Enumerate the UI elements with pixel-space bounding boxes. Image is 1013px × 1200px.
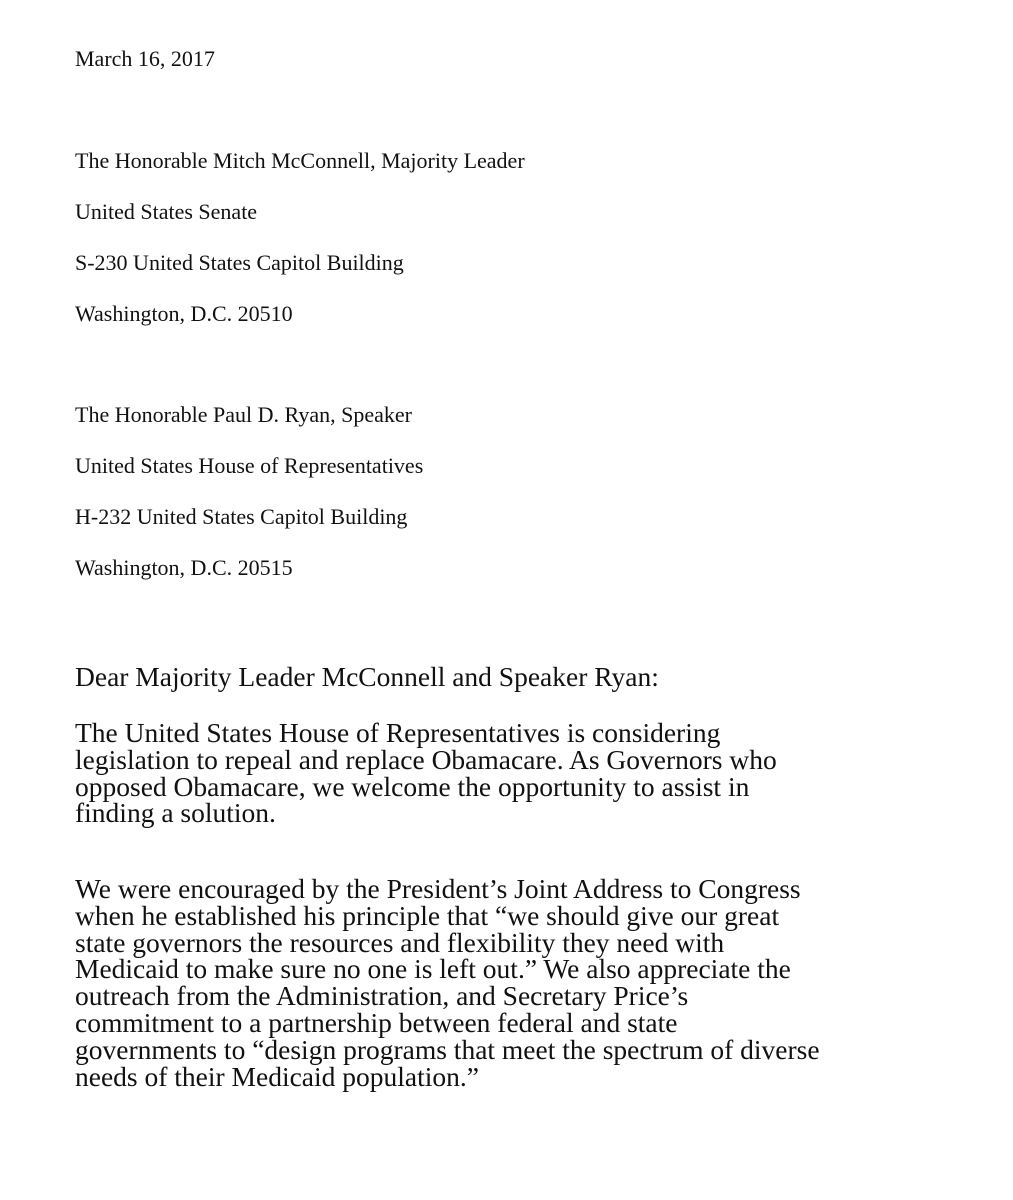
salutation: Dear Majority Leader McConnell and Speaker Ryan: bbox=[75, 661, 659, 692]
recipient1-line2: United States Senate bbox=[75, 199, 258, 224]
paragraph-1-line: The United States House of Representatives is considering bbox=[75, 717, 721, 748]
paragraph-2-line: governments to “design programs that meet the spectrum of diverse bbox=[75, 1033, 820, 1065]
paragraph-2-line: commitment to a partnership between federal and state bbox=[75, 1006, 678, 1038]
paragraph-1 bbox=[75, 717, 1005, 829]
paragraph-2-line: state governors the resources and flexibility they need with bbox=[75, 926, 725, 958]
paragraph-2 bbox=[75, 873, 1005, 1092]
paragraph-2-line: when he established his principle that “we should give our great bbox=[75, 899, 780, 931]
recipient1-line1: The Honorable Mitch McConnell, Majority Leader bbox=[75, 148, 525, 173]
paragraph-1-line: legislation to repeal and replace Obamacare. As Governors who bbox=[75, 743, 777, 775]
paragraph-2-line: needs of their Medicaid population.” bbox=[75, 1060, 479, 1092]
paragraph-2-line: outreach from the Administration, and Secretary Price’s bbox=[75, 980, 689, 1012]
recipient2-line1: The Honorable Paul D. Ryan, Speaker bbox=[75, 402, 412, 427]
paragraph-1-line: opposed Obamacare, we welcome the opportunity to assist in bbox=[75, 770, 750, 802]
letter-date: March 16, 2017 bbox=[75, 46, 215, 71]
recipient1-line3: S-230 United States Capitol Building bbox=[75, 250, 404, 275]
recipient2-line4: Washington, D.C. 20515 bbox=[75, 555, 293, 580]
paragraph-2-line: Medicaid to make sure no one is left out.” We also appreciate the bbox=[75, 953, 791, 985]
recipient2-line2: United States House of Representatives bbox=[75, 453, 424, 478]
recipient1-line4: Washington, D.C. 20510 bbox=[75, 301, 293, 326]
paragraph-2-line: We were encouraged by the President’s Joint Address to Congress bbox=[75, 873, 801, 904]
recipient2-line3: H-232 United States Capitol Building bbox=[75, 504, 408, 529]
paragraph-1-line: finding a solution. bbox=[75, 797, 276, 829]
